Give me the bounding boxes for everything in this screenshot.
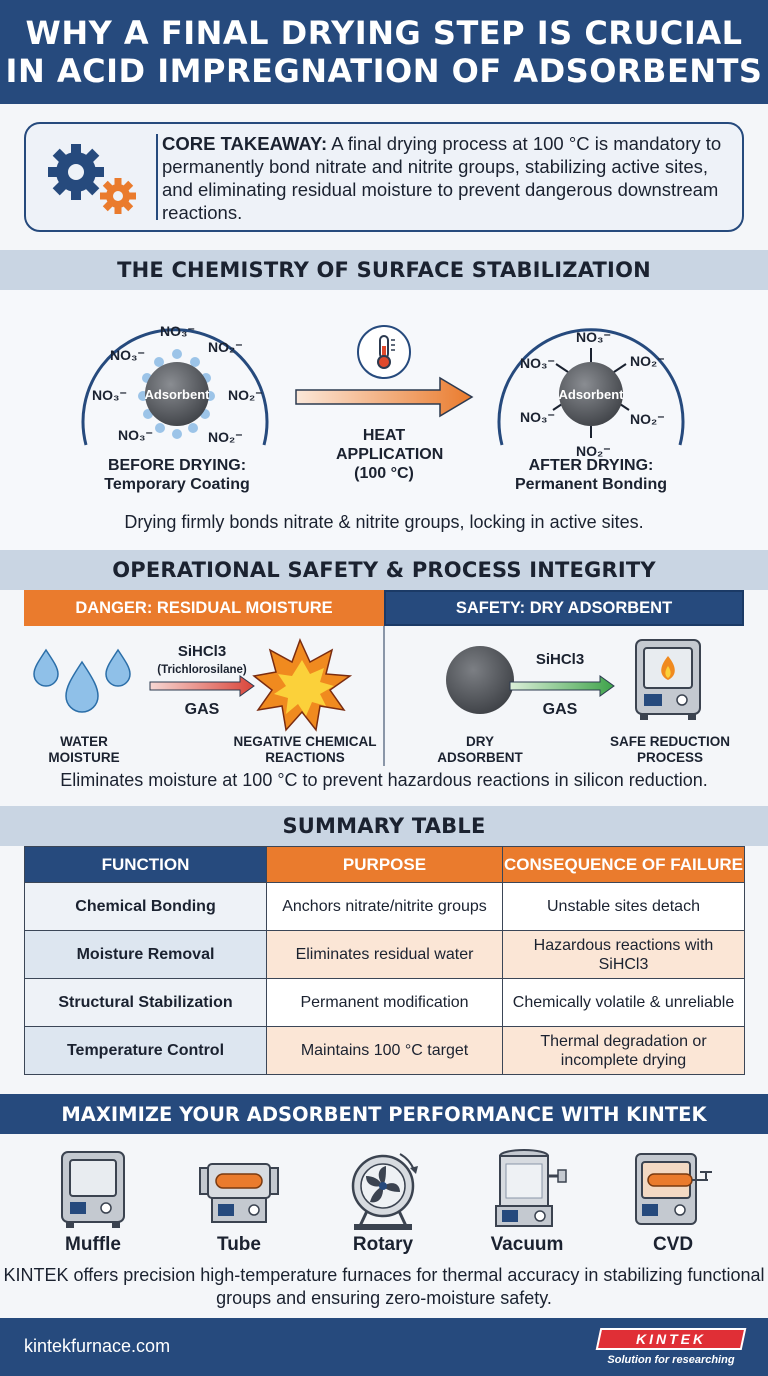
table-row (25, 1027, 745, 1075)
table-cell: Thermal degradation or incomplete drying (503, 1027, 745, 1075)
safe-heading: SAFETY: DRY ADSORBENT (384, 590, 744, 626)
svg-text:NO₂⁻: NO₂⁻ (228, 387, 263, 403)
takeaway-body: A final drying process at 100 °C is mandatory to permanently bond nitrate and nitrite groups, stabilizing active sites, and eliminating residual moisture to prevent dangerous downstream reactions. (162, 133, 722, 223)
product-label: Vacuum (490, 1234, 564, 1255)
table-cell: Anchors nitrate/nitrite groups (267, 883, 503, 931)
danger-reagent-name: (Trichlorosilane) (157, 664, 247, 676)
tube-furnace-icon (196, 1146, 282, 1232)
table-row (25, 931, 745, 979)
product-label: Muffle (65, 1234, 121, 1255)
takeaway-label: CORE TAKEAWAY: (162, 133, 328, 154)
furnace-icon (636, 640, 700, 720)
heat-label: HEAT APPLICATION (100 °C) (336, 427, 444, 482)
svg-text:NO₂⁻: NO₂⁻ (630, 353, 665, 369)
product-label: Tube (217, 1234, 261, 1255)
table-cell: Maintains 100 °C target (267, 1027, 503, 1075)
kintek-logo: KINTEK (596, 1328, 747, 1350)
danger-arrow (150, 676, 254, 696)
svg-text:NO₂⁻: NO₂⁻ (208, 429, 243, 445)
chemistry-section-title: THE CHEMISTRY OF SURFACE STABILIZATION (0, 250, 768, 290)
product-label: CVD (652, 1234, 694, 1255)
danger-reagent: SiHCl3 (177, 643, 227, 660)
svg-text:NO₃⁻: NO₃⁻ (92, 387, 127, 403)
vacuum-furnace-icon (484, 1146, 570, 1232)
table-cell: Structural Stabilization (25, 979, 267, 1027)
summary-table (24, 846, 745, 1075)
adsorbent-after-label: Adsorbent (558, 387, 624, 402)
danger-phase: GAS (184, 701, 220, 718)
table-cell: Hazardous reactions with SiHCl3 (503, 931, 745, 979)
safety-note: Eliminates moisture at 100 °C to prevent hazardous reactions in silicon reduction. (60, 770, 708, 790)
danger-heading: DANGER: RESIDUAL MOISTURE (24, 590, 384, 626)
svg-text:NO₂⁻: NO₂⁻ (630, 411, 665, 427)
svg-text:NO₃⁻: NO₃⁻ (520, 409, 555, 425)
explosion-icon (254, 640, 350, 730)
product-rotary[interactable] (328, 1146, 438, 1260)
table-cell: Chemically volatile & unreliable (503, 979, 745, 1027)
table-cell: Moisture Removal (25, 931, 267, 979)
water-drop-icon (34, 650, 130, 712)
chemistry-note: Drying firmly bonds nitrate & nitrite groups, locking in active sites. (124, 512, 644, 532)
kintek-section-title: MAXIMIZE YOUR ADSORBENT PERFORMANCE WITH KINTEK (0, 1094, 768, 1134)
header-function: FUNCTION (25, 847, 267, 883)
gears-icon (38, 138, 148, 220)
safe-reduction-label: SAFE REDUCTION PROCESS (609, 734, 730, 765)
after-caption: AFTER DRYING: Permanent Bonding (514, 457, 667, 493)
rotary-furnace-icon (340, 1146, 426, 1232)
product-vacuum[interactable] (472, 1146, 582, 1260)
adsorbent-before-label: Adsorbent (144, 387, 210, 402)
header-consequence: CONSEQUENCE OF FAILURE (503, 847, 745, 883)
summary-section-title: SUMMARY TABLE (0, 806, 768, 846)
table-row (25, 883, 745, 931)
cvd-furnace-icon (630, 1146, 716, 1232)
safety-section-title: OPERATIONAL SAFETY & PROCESS INTEGRITY (0, 550, 768, 590)
table-row (25, 979, 745, 1027)
takeaway-text (162, 132, 732, 224)
svg-text:NO₂⁻: NO₂⁻ (576, 443, 611, 459)
safe-reagent: SiHCl3 (535, 651, 585, 668)
dry-adsorbent-label: DRY ADSORBENT (437, 734, 523, 765)
svg-text:NO₃⁻: NO₃⁻ (160, 323, 195, 339)
product-tube[interactable] (184, 1146, 294, 1260)
chemistry-section (0, 290, 768, 552)
svg-text:NO₃⁻: NO₃⁻ (118, 427, 153, 443)
takeaway-divider (156, 134, 158, 220)
table-cell: Chemical Bonding (25, 883, 267, 931)
summary-header-row (25, 847, 745, 883)
table-cell: Eliminates residual water (267, 931, 503, 979)
table-cell: Temperature Control (25, 1027, 267, 1075)
product-cvd[interactable] (618, 1146, 728, 1260)
svg-text:NO₂⁻: NO₂⁻ (208, 339, 243, 355)
safe-phase: GAS (542, 701, 578, 718)
table-cell: Permanent modification (267, 979, 503, 1027)
before-caption: BEFORE DRYING: Temporary Coating (104, 457, 250, 493)
page-header (0, 0, 768, 104)
dry-adsorbent-icon (446, 646, 514, 714)
header-purpose: PURPOSE (267, 847, 503, 883)
product-muffle[interactable] (38, 1146, 148, 1260)
product-list (0, 1146, 768, 1260)
website-link[interactable]: kintekfurnace.com (24, 1336, 171, 1356)
table-cell: Unstable sites detach (503, 883, 745, 931)
water-moisture-label: WATER MOISTURE (48, 734, 120, 765)
svg-text:NO₃⁻: NO₃⁻ (576, 329, 611, 345)
kintek-tagline: Solution for researching (607, 1354, 735, 1366)
negative-reactions-label: NEGATIVE CHEMICAL REACTIONS (233, 734, 377, 765)
product-label: Rotary (352, 1234, 414, 1255)
svg-text:NO₃⁻: NO₃⁻ (110, 347, 145, 363)
svg-text:NO₃⁻: NO₃⁻ (520, 355, 555, 371)
safety-section (24, 590, 744, 766)
muffle-furnace-icon (50, 1146, 136, 1232)
safe-arrow (510, 676, 614, 696)
heat-arrow (296, 378, 472, 416)
kintek-note: KINTEK offers precision high-temperature furnaces for thermal accuracy in stabilizing functional groups and ensuring zero-moisture safety. (3, 1265, 765, 1308)
footer (0, 1318, 768, 1376)
page-title-line2: IN ACID IMPREGNATION OF ADSORBENTS (5, 52, 763, 90)
core-takeaway-box (24, 122, 744, 232)
page-title-line1: WHY A FINAL DRYING STEP IS CRUCIAL (25, 14, 743, 52)
